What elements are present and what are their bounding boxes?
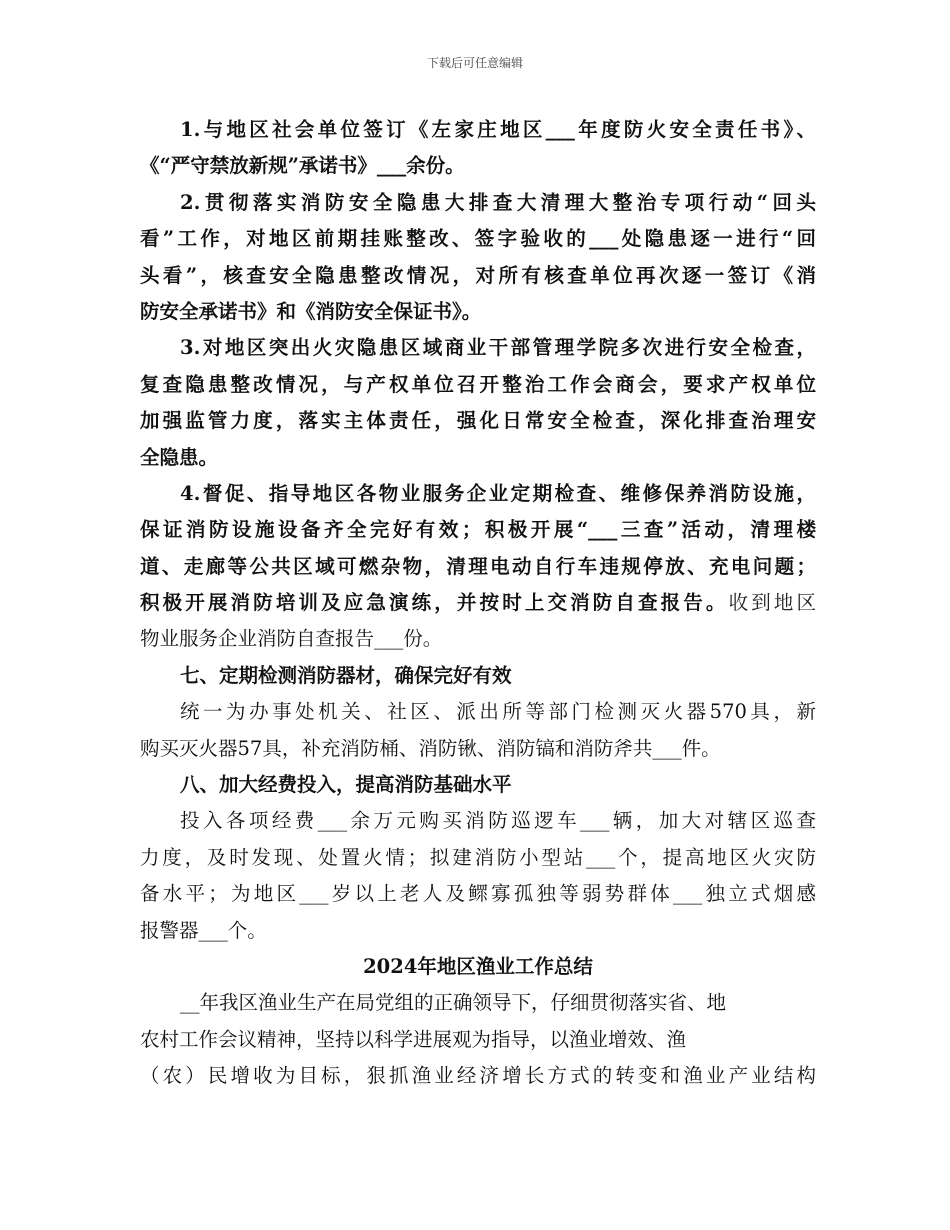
section-title <box>140 949 816 985</box>
paragraph-line <box>140 367 816 403</box>
line-text: 保证消防设施设备齐全完好有效；积极开展“___三查”活动，清理楼 <box>140 518 816 542</box>
line-text: 积极开展消防培训及应急演练，并按时上交消防自查报告。 <box>140 591 729 615</box>
line-text: 防安全承诺书》和《消防安全保证书》。 <box>140 299 482 323</box>
line-text: 购买灭火器57具，补充消防桶、消防锹、消防镐和消防斧共___件。 <box>140 736 721 760</box>
line-text: 3.对地区突出火灾隐患区域商业干部管理学院多次进行安全检查， <box>180 336 816 360</box>
paragraph-line <box>140 112 816 148</box>
line-text: 投入各项经费___余万元购买消防巡逻车___辆，加大对辖区巡查 <box>180 809 816 833</box>
paragraph-line <box>140 512 816 548</box>
paragraph-line <box>140 621 816 657</box>
line-text: 全隐患。 <box>140 445 219 469</box>
line-text: 加强监管力度，落实主体责任，强化日常安全检查，深化排查治理安 <box>140 409 816 433</box>
line-text: 道、走廊等公共区域可燃杂物，清理电动自行车违规停放、充电问题； <box>140 554 816 578</box>
paragraph-line <box>140 403 816 439</box>
paragraph-line <box>140 1022 816 1058</box>
line-text: 力度，及时发现、处置火情；拟建消防小型站___个，提高地区火灾防 <box>140 845 816 869</box>
line-text: 统一为办事处机关、社区、派出所等部门检测灭火器570具，新 <box>180 700 816 724</box>
line-text: 农村工作会议精神，坚持以科学进展观为指导，以渔业增效、渔 <box>140 1027 687 1051</box>
line-text: 1.与地区社会单位签订《左家庄地区___年度防火安全责任书》、 <box>180 118 816 141</box>
paragraph-line <box>140 221 816 257</box>
header-note: 下载后可任意编辑 <box>426 56 523 70</box>
document-body <box>140 112 816 1095</box>
paragraph-line <box>140 876 816 912</box>
paragraph-line <box>140 585 816 621</box>
paragraph-line <box>140 913 816 949</box>
line-text: 2024年地区渔业工作总结 <box>363 954 593 978</box>
line-text: 七、定期检测消防器材，确保完好有效 <box>180 663 512 687</box>
paragraph-line <box>140 330 816 366</box>
paragraph-line <box>140 803 816 839</box>
paragraph-line <box>140 694 816 730</box>
paragraph-line <box>140 985 816 1021</box>
line-text: 头看”，核查安全隐患整改情况，对所有核查单位再次逐一签订《消 <box>140 263 816 287</box>
line-text: 《“严守禁放新规”承诺书》___余份。 <box>140 154 465 178</box>
paragraph-line <box>140 440 816 476</box>
line-text: 4.督促、指导地区各物业服务企业定期检查、维修保养消防设施， <box>180 481 816 505</box>
line-text: 复查隐患整改情况，与产权单位召开整治工作会商会，要求产权单位 <box>140 372 816 396</box>
line-text: 2.贯彻落实消防安全隐患大排查大清理大整治专项行动“回头 <box>180 190 816 214</box>
line-text: __年我区渔业生产在局党组的正确领导下，仔细贯彻落实省、地 <box>180 991 727 1015</box>
paragraph-line <box>140 148 816 184</box>
paragraph-line <box>140 658 816 694</box>
line-text-tail: 收到地区 <box>728 591 816 615</box>
paragraph-line <box>140 1058 816 1094</box>
paragraph-line <box>140 549 816 585</box>
paragraph-line <box>140 840 816 876</box>
line-text: 物业服务企业消防自查报告___份。 <box>140 627 443 651</box>
line-text: 八、加大经费投入，提高消防基础水平 <box>180 773 512 797</box>
paragraph-line <box>140 767 816 803</box>
paragraph-line <box>140 185 816 221</box>
paragraph-line <box>140 476 816 512</box>
line-text: （农）民增收为目标，狠抓渔业经济增长方式的转变和渔业产业结构 <box>140 1064 816 1088</box>
line-text: 看”工作，对地区前期挂账整改、签字验收的___处隐患逐一进行“回 <box>140 227 816 251</box>
line-text: 报警器___个。 <box>140 918 267 942</box>
line-text: 备水平；为地区___岁以上老人及鳏寡孤独等弱势群体___独立式烟感 <box>140 882 816 906</box>
paragraph-line <box>140 258 816 294</box>
paragraph-line <box>140 731 816 767</box>
paragraph-line <box>140 294 816 330</box>
